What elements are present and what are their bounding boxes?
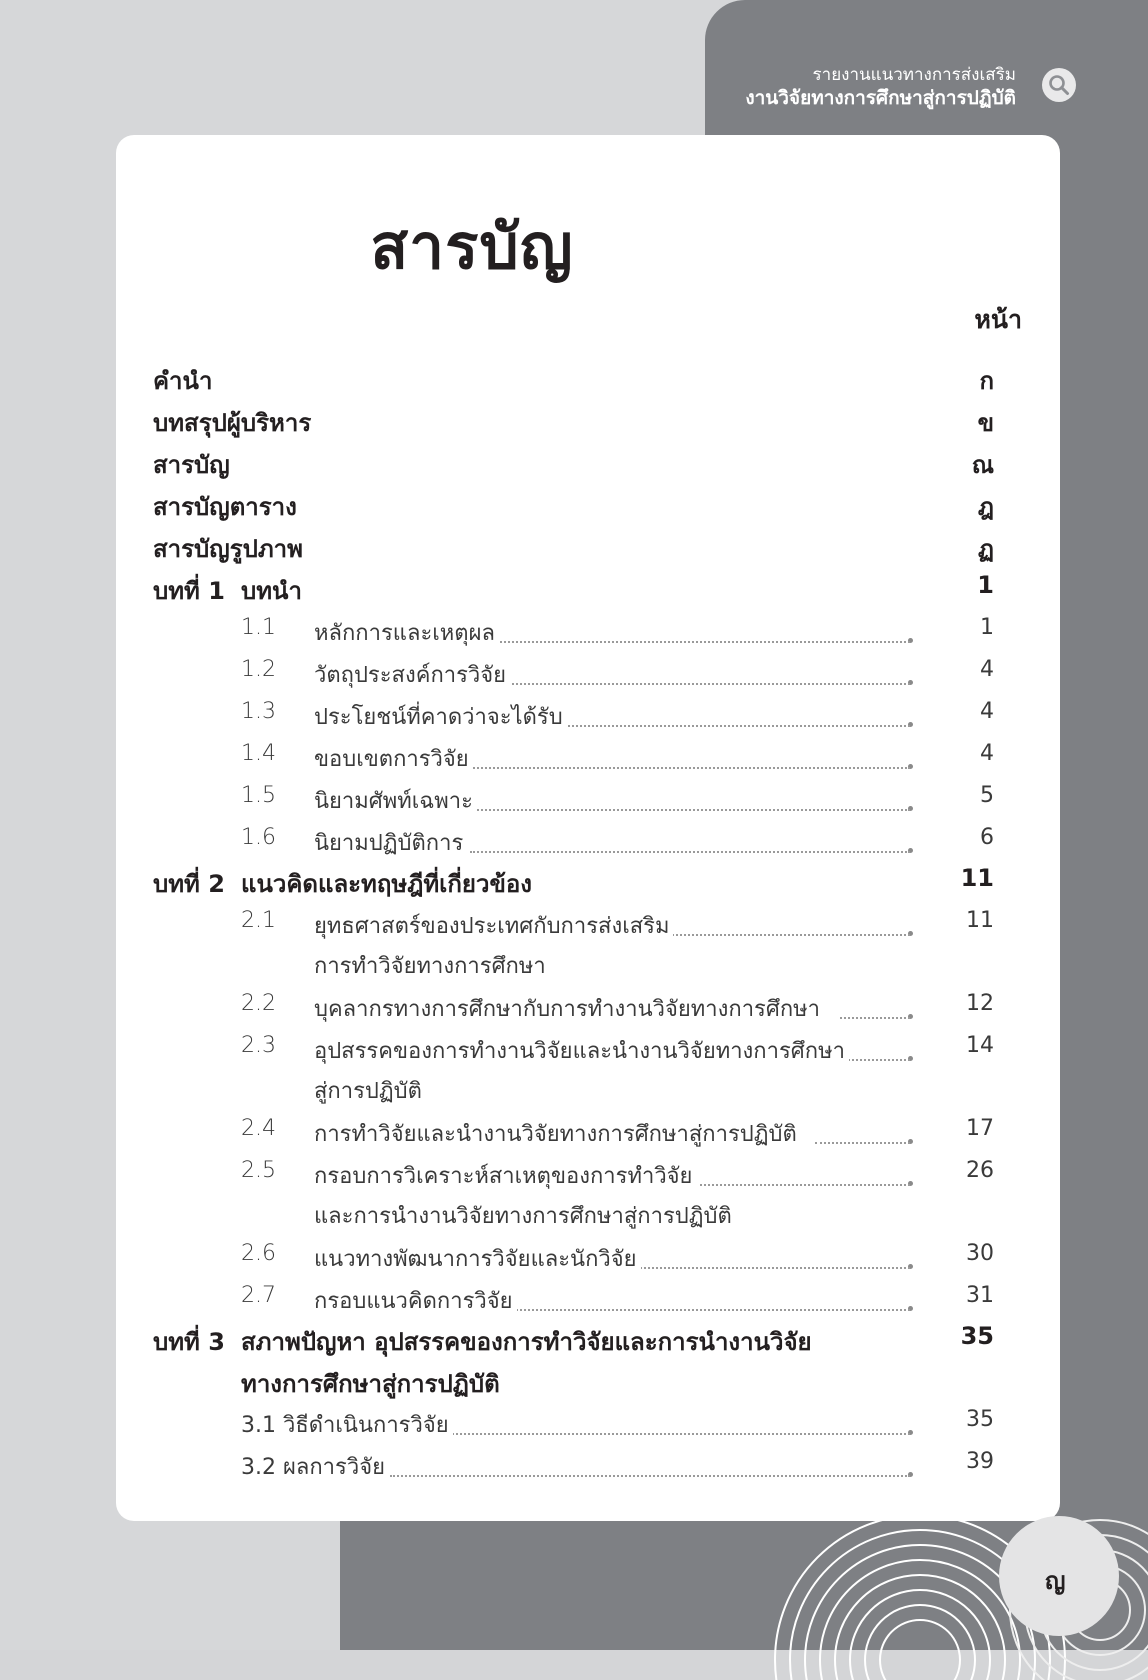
section-page: 5 (980, 783, 994, 808)
running-header (745, 64, 1016, 110)
toc-section[interactable] (0, 906, 1148, 948)
section-page: 4 (980, 699, 994, 724)
chapter-page: 35 (960, 1322, 994, 1350)
section-title: ขอบเขตการวิจัย (314, 741, 473, 776)
toc-entry[interactable] (0, 487, 1148, 529)
dot-leader (700, 1184, 910, 1186)
section-title: อุปสรรคของการทำงานวิจัยและนำงานวิจัยทางการศึกษา (314, 1033, 849, 1068)
dot-leader (470, 767, 910, 769)
section-number: 2.6 (241, 1241, 276, 1266)
section-title: กรอบการวิเคราะห์สาเหตุของการทำวิจัย (314, 1158, 696, 1193)
toc-section[interactable] (0, 1405, 1148, 1447)
search-icon (1042, 68, 1076, 102)
toc-section[interactable] (0, 823, 1148, 865)
section-number: 2.4 (241, 1116, 276, 1141)
section-title-continuation: และการนำงานวิจัยทางการศึกษาสู่การปฏิบัติ (314, 1204, 732, 1229)
section-title-continuation: การทำวิจัยทางการศึกษา (314, 954, 546, 979)
toc-entry-label: สารบัญตาราง (153, 493, 297, 521)
section-page: 11 (966, 908, 994, 933)
section-page: 26 (966, 1158, 994, 1183)
dot-leader (440, 1433, 910, 1435)
page-column-label: หน้า (974, 305, 1022, 334)
dot-leader (500, 641, 910, 643)
chapter-number: บทที่ 3 (153, 1328, 225, 1356)
section-number: 2.1 (241, 908, 276, 933)
section-page: 35 (966, 1407, 994, 1432)
section-title: บุคลากรทางการศึกษากับการทำงานวิจัยทางการศึกษา (314, 991, 824, 1026)
toc-section[interactable] (0, 1031, 1148, 1073)
section-title: 3.2 ผลการวิจัย (241, 1449, 389, 1484)
toc-section[interactable] (0, 613, 1148, 655)
section-title: วัตถุประสงค์การวิจัย (314, 657, 510, 692)
toc-section[interactable] (0, 1156, 1148, 1198)
toc-section[interactable] (0, 739, 1148, 781)
toc-section[interactable] (0, 1239, 1148, 1281)
chapter-title: แนวคิดและทฤษฎีที่เกี่ยวข้อง (241, 870, 532, 898)
dot-leader (815, 1142, 910, 1144)
page-title: สารบัญ (370, 210, 574, 283)
dot-leader (500, 683, 910, 685)
section-number: 2.2 (241, 991, 276, 1016)
toc-section[interactable] (0, 1114, 1148, 1156)
chapter-title: บทนำ (241, 577, 302, 605)
toc-entry[interactable] (0, 445, 1148, 487)
dot-leader (500, 1309, 910, 1311)
dot-leader (470, 851, 910, 853)
toc-chapter[interactable] (0, 571, 1148, 613)
section-number: 2.3 (241, 1033, 276, 1058)
section-page: 12 (966, 991, 994, 1016)
toc-entry[interactable] (0, 403, 1148, 445)
toc-chapter[interactable] (0, 864, 1148, 906)
section-title: นิยามปฏิบัติการ (314, 825, 467, 860)
section-title: ประโยชน์ที่คาดว่าจะได้รับ (314, 699, 567, 734)
dot-leader (840, 1059, 910, 1061)
section-title: แนวทางพัฒนาการวิจัยและนักวิจัย (314, 1241, 641, 1276)
section-number: 1.6 (241, 825, 276, 850)
dot-leader (840, 1017, 910, 1019)
toc-entry-page: ข (977, 409, 994, 437)
toc-entry-page: ก (979, 367, 994, 395)
toc-entry-page: ฎ (977, 493, 994, 521)
section-title: กรอบแนวคิดการวิจัย (314, 1283, 517, 1318)
toc-section[interactable] (0, 781, 1148, 823)
dot-leader (390, 1475, 910, 1477)
dot-leader (640, 1267, 910, 1269)
section-page: 39 (966, 1449, 994, 1474)
toc-section[interactable] (0, 697, 1148, 739)
section-page: 4 (980, 741, 994, 766)
toc-entry-label: สารบัญรูปภาพ (153, 535, 303, 563)
section-title: ยุทธศาสตร์ของประเทศกับการส่งเสริม (314, 908, 673, 943)
section-number: 2.7 (241, 1283, 276, 1308)
dot-leader (660, 934, 910, 936)
section-number: 1.2 (241, 657, 276, 682)
toc-section[interactable] (0, 655, 1148, 697)
toc-chapter[interactable] (0, 1322, 1148, 1364)
section-page: 1 (980, 615, 994, 640)
chapter-title-continuation: ทางการศึกษาสู่การปฏิบัติ (241, 1370, 500, 1398)
dot-leader (470, 809, 910, 811)
toc-section[interactable] (0, 1281, 1148, 1323)
section-title: 3.1 วิธีดำเนินการวิจัย (241, 1407, 453, 1442)
section-title: หลักการและเหตุผล (314, 615, 499, 650)
toc-section[interactable] (0, 989, 1148, 1031)
chapter-title: สภาพปัญหา อุปสรรคของการทำวิจัยและการนำงานวิจัย (241, 1328, 812, 1356)
chapter-page: 1 (977, 571, 994, 599)
toc-entry[interactable] (0, 361, 1148, 403)
page-number: ญ (1045, 1567, 1066, 1595)
section-page: 4 (980, 657, 994, 682)
section-page: 17 (966, 1116, 994, 1141)
section-number: 1.5 (241, 783, 276, 808)
toc-entry-label: บทสรุปผู้บริหาร (153, 409, 312, 437)
chapter-number: บทที่ 2 (153, 870, 225, 898)
header-line-1: รายงานแนวทางการส่งเสริม (812, 65, 1016, 85)
toc-entry-page: ฏ (977, 535, 994, 563)
toc-entry[interactable] (0, 529, 1148, 571)
section-page: 6 (980, 825, 994, 850)
section-number: 1.1 (241, 615, 276, 640)
section-page: 30 (966, 1241, 994, 1266)
toc-entry-label: คำนำ (153, 367, 213, 395)
toc-entry-page: ณ (971, 451, 994, 479)
section-number: 2.5 (241, 1158, 276, 1183)
section-page: 14 (966, 1033, 994, 1058)
section-number: 1.4 (241, 741, 276, 766)
header-line-2: งานวิจัยทางการศึกษาสู่การปฏิบัติ (745, 87, 1016, 109)
section-title: การทำวิจัยและนำงานวิจัยทางการศึกษาสู่การปฏิบัติ (314, 1116, 801, 1151)
section-number: 1.3 (241, 699, 276, 724)
section-title-continuation: สู่การปฏิบัติ (314, 1079, 422, 1104)
chapter-page: 11 (960, 864, 994, 892)
chapter-number: บทที่ 1 (153, 577, 225, 605)
section-page: 31 (966, 1283, 994, 1308)
toc-entry-label: สารบัญ (153, 451, 230, 479)
section-title: นิยามศัพท์เฉพาะ (314, 783, 477, 818)
